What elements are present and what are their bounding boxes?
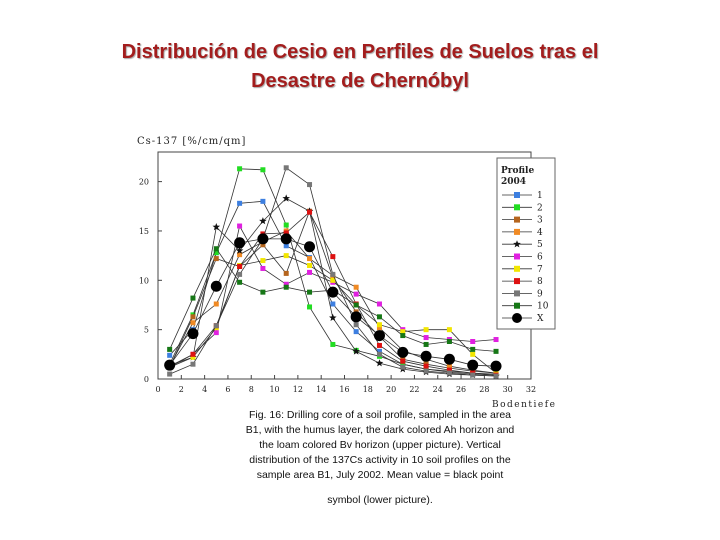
y-tick-label: 20 — [138, 177, 149, 187]
legend-label: 3 — [537, 215, 543, 226]
data-point — [284, 253, 289, 258]
data-point — [281, 233, 292, 244]
data-point — [330, 301, 335, 306]
caption-line-3: the loam colored Bv horizon (upper picture). Vertical — [259, 439, 501, 451]
data-point — [237, 201, 242, 206]
data-point — [377, 314, 382, 319]
data-point — [424, 335, 429, 340]
data-point — [214, 330, 219, 335]
data-point — [374, 330, 385, 341]
x-tick-label: 8 — [248, 385, 254, 394]
data-point — [354, 329, 359, 334]
data-point — [491, 361, 502, 372]
data-point — [304, 241, 315, 252]
data-point — [400, 365, 405, 370]
data-point — [307, 256, 312, 261]
data-point — [424, 364, 429, 369]
data-point — [377, 352, 382, 357]
caption-line-4: distribution of the 137Cs activity in 10 soil profiles on the — [249, 454, 511, 466]
x-tick-label: 16 — [339, 385, 350, 394]
legend-label: X — [537, 314, 544, 324]
caption-line-5: sample area B1, July 2002. Mean value = black point — [256, 469, 504, 481]
x-tick-label: 28 — [479, 385, 490, 394]
data-point — [424, 342, 429, 347]
data-point — [514, 266, 520, 272]
legend-label: 10 — [537, 301, 549, 312]
data-point — [447, 327, 452, 332]
data-point — [467, 360, 478, 371]
legend-label: 7 — [537, 264, 543, 275]
data-point — [237, 264, 242, 269]
data-point — [307, 210, 312, 215]
data-point — [377, 322, 382, 327]
data-point — [354, 302, 359, 307]
data-point — [307, 304, 312, 309]
data-point — [167, 353, 172, 358]
data-point — [237, 272, 242, 277]
data-point — [514, 290, 520, 296]
data-point — [354, 322, 359, 327]
data-point — [444, 354, 455, 365]
data-point — [214, 256, 219, 261]
data-point — [330, 272, 335, 277]
title-line-2: Desastre de Chernóbyl — [251, 70, 469, 92]
data-point — [214, 246, 219, 251]
data-point — [190, 362, 195, 367]
data-point — [307, 263, 312, 268]
legend-title-line-1: Profile — [501, 166, 535, 176]
data-point — [421, 351, 432, 362]
data-point — [260, 199, 265, 204]
data-point — [164, 360, 175, 371]
data-point — [494, 337, 499, 342]
caption-line-2: B1, with the humus layer, the dark colored Ah horizon and — [245, 424, 515, 436]
data-point — [354, 285, 359, 290]
data-point — [424, 327, 429, 332]
data-point — [470, 352, 475, 357]
data-point — [190, 352, 195, 357]
y-tick-label: 15 — [138, 226, 149, 236]
series-2 — [167, 166, 498, 376]
data-point — [260, 167, 265, 172]
x-tick-label: 30 — [502, 385, 513, 394]
data-point — [494, 349, 499, 354]
data-point — [234, 237, 245, 248]
data-point — [354, 292, 359, 297]
data-point — [424, 369, 429, 374]
x-tick-label: 2 — [178, 385, 184, 394]
data-point — [514, 192, 520, 198]
x-tick-label: 4 — [202, 385, 208, 394]
data-point — [329, 314, 337, 321]
data-point — [284, 271, 289, 276]
data-point — [167, 372, 172, 377]
data-point — [167, 347, 172, 352]
data-point — [284, 223, 289, 228]
x-tick-label: 0 — [155, 385, 161, 394]
figure-caption — [215, 408, 545, 508]
data-point — [514, 229, 520, 235]
data-point — [237, 224, 242, 229]
data-point — [377, 301, 382, 306]
data-point — [284, 285, 289, 290]
data-point — [377, 343, 382, 348]
data-point — [327, 287, 338, 298]
x-tick-label: 24 — [432, 385, 443, 394]
data-point — [237, 280, 242, 285]
legend-label: 6 — [537, 252, 543, 263]
legend-label: 1 — [537, 191, 543, 201]
data-point — [307, 270, 312, 275]
data-point — [260, 290, 265, 295]
data-point — [514, 254, 520, 260]
data-point — [447, 339, 452, 344]
x-tick-label: 6 — [225, 385, 231, 394]
x-tick-label: 14 — [316, 385, 327, 394]
data-point — [397, 347, 408, 358]
x-axis-label: Bodentiefe — [492, 400, 557, 410]
legend-label: 9 — [537, 289, 543, 300]
data-point — [214, 323, 219, 328]
x-tick-label: 12 — [292, 385, 303, 394]
legend-label: 2 — [537, 203, 543, 214]
y-tick-label: 5 — [143, 325, 149, 335]
y-axis-label: Cs-137 [%/cm/qm] — [137, 136, 247, 147]
legend-label: 4 — [537, 227, 543, 238]
x-tick-label: 18 — [362, 385, 373, 394]
data-point — [260, 258, 265, 263]
data-point — [307, 290, 312, 295]
data-point — [257, 233, 268, 244]
x-tick-label: 26 — [455, 385, 467, 394]
data-point — [514, 217, 520, 223]
data-point — [211, 281, 222, 292]
series-line — [170, 249, 496, 352]
data-point — [376, 359, 384, 366]
data-point — [400, 359, 405, 364]
data-point — [514, 204, 520, 210]
y-tick-label: 10 — [138, 276, 149, 286]
data-point — [190, 314, 195, 319]
data-point — [514, 278, 520, 284]
data-point — [307, 182, 312, 187]
data-point — [512, 313, 522, 323]
series-group — [164, 165, 501, 379]
legend-title-line-2: 2004 — [501, 177, 527, 187]
data-point — [330, 342, 335, 347]
data-point — [237, 166, 242, 171]
legend — [497, 158, 555, 329]
data-point — [470, 347, 475, 352]
data-point — [494, 374, 499, 379]
data-point — [352, 347, 360, 354]
data-point — [214, 301, 219, 306]
legend-label: 8 — [537, 277, 543, 288]
data-point — [190, 296, 195, 301]
caption-line-1: Fig. 16: Drilling core of a soil profile, sampled in the area — [248, 409, 512, 421]
data-point — [470, 339, 475, 344]
data-point — [470, 373, 475, 378]
data-point — [187, 328, 198, 339]
data-point — [400, 333, 405, 338]
caption-line-6: symbol (lower picture). — [327, 494, 433, 506]
data-point — [351, 311, 362, 322]
x-tick-label: 22 — [409, 385, 420, 394]
title-line-1: Distribución de Cesio en Perfiles de Suelos tras el — [121, 41, 599, 63]
x-tick-label: 10 — [269, 385, 280, 394]
data-point — [190, 320, 195, 325]
data-point — [447, 371, 452, 376]
x-tick-label: 32 — [525, 385, 537, 394]
data-point — [260, 266, 265, 271]
x-tick-label: 20 — [386, 385, 397, 394]
y-tick-label: 0 — [143, 375, 149, 384]
data-point — [330, 254, 335, 259]
data-point — [284, 165, 289, 170]
legend-label: 5 — [537, 240, 543, 251]
data-point — [514, 303, 520, 309]
